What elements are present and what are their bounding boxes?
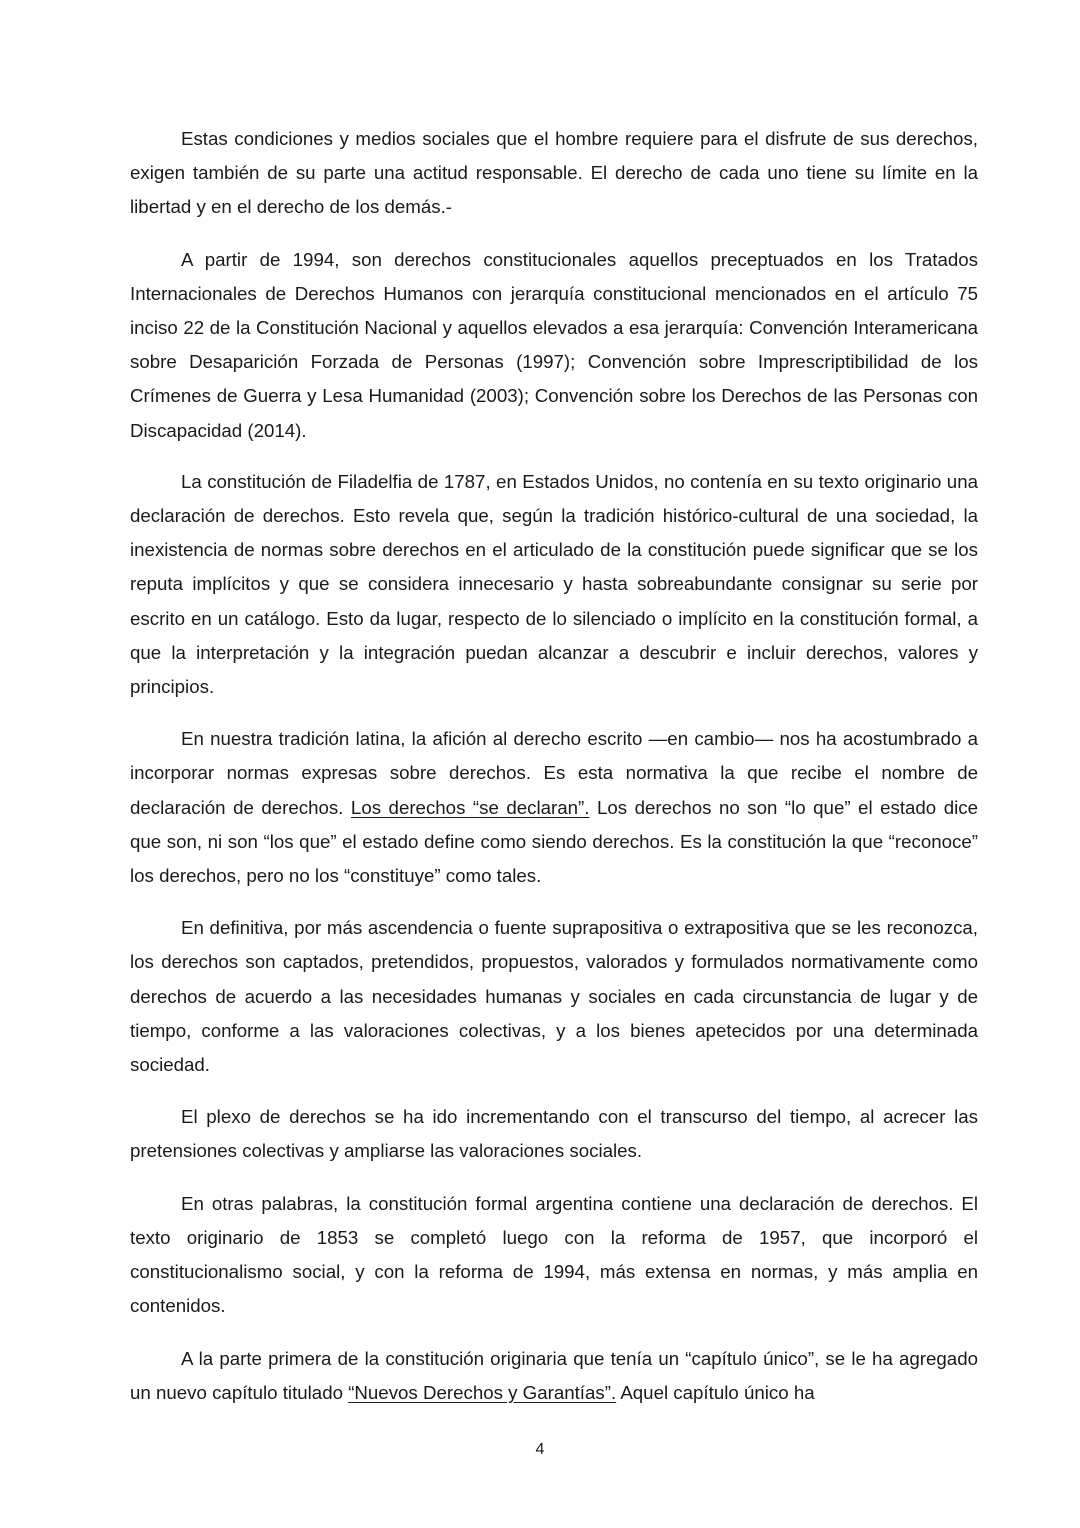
paragraph-latin-tradition-text-before: En nuestra tradición latina, la afición al derecho escrito —en cambio— nos ha acostumbrado a incorporar normas expresas sobre derechos. Es esta normativa la que recibe el nombre de declaración de derechos. [130, 728, 978, 818]
paragraph-latin-tradition-text-after: Los derechos no son “lo que” el estado dice que son, ni son “los que” el estado define como siendo derechos. Es la constitución la que “reconoce” los derechos, pero no los “constituye” como tales. [130, 796, 978, 887]
paragraph-new-chapter-text-after: Aquel capítulo único ha [616, 1381, 815, 1403]
paragraph-argentine-constitution: En otras palabras, la constitución formal argentina contiene una declaración de derechos. El texto originario de 1853 se completó luego con la reforma de 1957, que incorporó el constitucionalismo social, y con la reforma de 1994, más extensa en normas, y más amplia en contenidos. [130, 1192, 978, 1317]
paragraph-1994-treaties: A partir de 1994, son derechos constitucionales aquellos preceptuados en los Tratados Internacionales de Derechos Humanos con jerarquía constitucional mencionados en el artículo 75 inciso 22 de la Constitución Nacional y aquellos elevados a esa jerarquía: Convención Interamericana sobre Desaparición Forzada de Personas (1997); Convención sobre Imprescriptibilidad de los Crímenes de Guerra y Lesa Humanidad (2003); Convención sobre los Derechos de las Personas con Discapacidad (2014). [130, 248, 978, 441]
document-body [130, 122, 978, 1428]
paragraph-responsibility: Estas condiciones y medios sociales que el hombre requiere para el disfrute de sus derechos, exigen también de su parte una actitud responsable. El derecho de cada uno tiene su límite en la libertad y en el derecho de los demás.- [130, 128, 978, 218]
paragraph-new-chapter [130, 1342, 978, 1410]
paragraph-plexus-of-rights: El plexo de derechos se ha ido incrementando con el transcurso del tiempo, al acrecer las pretensiones colectivas y ampliarse las valoraciones sociales. [130, 1106, 978, 1162]
paragraph-latin-tradition [130, 722, 978, 893]
underlined-rights-declared: Los derechos “se declaran”. [350, 796, 590, 818]
paragraph-in-definitive: En definitiva, por más ascendencia o fuente suprapositiva o extrapositiva que se les reconozca, los derechos son captados, pretendidos, propuestos, valorados y formulados normativamente como derechos de acuerdo a las necesidades humanas y sociales en cada circunstancia de lugar y de tiempo, conforme a las valoraciones colectivas, y a los bienes apetecidos por una determinada sociedad. [130, 917, 978, 1076]
paragraph-new-chapter-text-before: A la parte primera de la constitución originaria que tenía un “capítulo único”, se le ha agregado un nuevo capítulo titulado [130, 1347, 978, 1403]
paragraph-philadelphia-constitution: La constitución de Filadelfia de 1787, en Estados Unidos, no contenía en su texto originario una declaración de derechos. Esto revela que, según la tradición histórico-cultural de una sociedad, la inexistencia de normas sobre derechos en el articulado de la constitución puede significar que se los reputa implícitos y que se considera innecesario y hasta sobreabundante consignar su serie por escrito en un catálogo. Esto da lugar, respecto de lo silenciado o implícito en la constitución formal, a que la interpretación y la integración puedan alcanzar a descubrir e incluir derechos, valores y principios. [130, 470, 978, 698]
page-number: 4 [535, 1441, 545, 1458]
underlined-new-rights-guarantees: “Nuevos Derechos y Garantías”. [348, 1381, 617, 1403]
